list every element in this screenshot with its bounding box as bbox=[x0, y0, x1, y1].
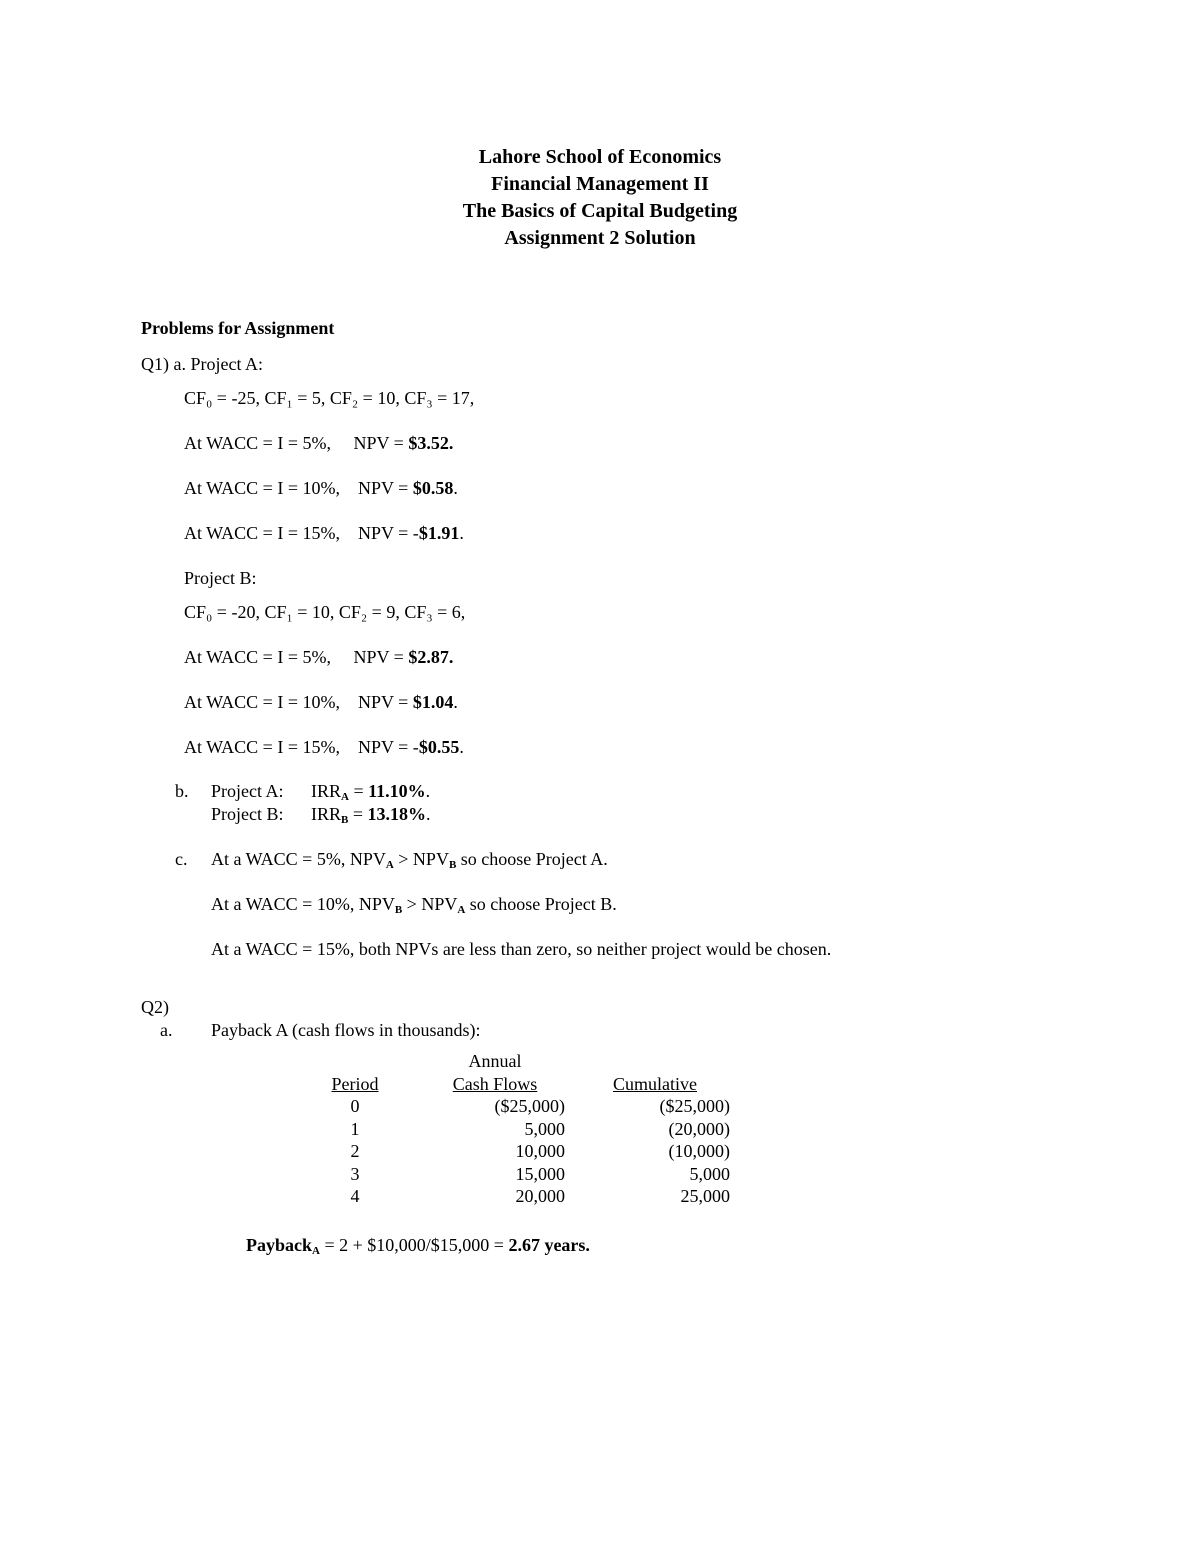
irr-b-line bbox=[311, 803, 431, 825]
npv-value: $0.58 bbox=[412, 478, 454, 498]
subscript: B bbox=[448, 859, 457, 871]
irr-eq: = bbox=[348, 781, 369, 801]
project-b-npv-10 bbox=[184, 691, 458, 713]
irr-subscript: B bbox=[341, 814, 349, 826]
cash-flow-cell: 10,000 bbox=[515, 1141, 565, 1161]
decision-text: so choose Project A. bbox=[456, 849, 608, 869]
payback-formula: = 2 + $10,000/$15,000 = bbox=[319, 1235, 509, 1255]
project-a-npv-15 bbox=[184, 522, 464, 544]
period-cell: 1 bbox=[350, 1118, 360, 1139]
npv-value: $1.91 bbox=[418, 523, 460, 543]
project-a-cash-flows: CF₀ = -25, CF₁ = 5, CF₂ = 10, CF₃ = 17, bbox=[184, 388, 475, 408]
course-name: Financial Management II bbox=[491, 173, 709, 195]
project-a-npv-10 bbox=[184, 477, 458, 499]
period-cell: 4 bbox=[350, 1186, 360, 1206]
payback-result bbox=[246, 1234, 590, 1256]
period-cell: 3 bbox=[350, 1163, 360, 1184]
cumulative-cell: (10,000) bbox=[668, 1141, 730, 1161]
irr-a-label: Project A: bbox=[211, 781, 284, 801]
irr-suffix: . bbox=[426, 804, 431, 824]
subscript: B bbox=[394, 904, 403, 916]
npv-prefix: At WACC = I = 5%, NPV = bbox=[184, 433, 409, 453]
irr-text: IRR bbox=[311, 804, 342, 824]
decision-text: At a WACC = 5%, NPV bbox=[211, 849, 386, 869]
q2-a-marker: a. bbox=[160, 1020, 173, 1040]
npv-suffix: . bbox=[459, 523, 464, 543]
table-row bbox=[300, 1118, 760, 1141]
cash-flow-cell: 5,000 bbox=[524, 1118, 565, 1139]
q2-label: Q2) bbox=[141, 997, 169, 1017]
cash-flow-cell: ($25,000) bbox=[494, 1096, 565, 1116]
irr-suffix: . bbox=[425, 781, 431, 801]
part-b-marker: b. bbox=[175, 781, 189, 801]
school-name: Lahore School of Economics bbox=[478, 146, 722, 168]
npv-prefix: At WACC = I = 15%, NPV = - bbox=[184, 523, 419, 543]
npv-suffix: . bbox=[453, 478, 458, 498]
cash-flow-cell: 15,000 bbox=[515, 1163, 565, 1184]
project-a-npv-5 bbox=[184, 432, 453, 454]
decision-wacc-5 bbox=[211, 848, 608, 870]
npv-value: $0.55 bbox=[418, 737, 460, 757]
topic-title: The Basics of Capital Budgeting bbox=[462, 200, 738, 222]
table-row bbox=[300, 1095, 760, 1118]
project-b-label: Project B: bbox=[184, 568, 257, 588]
document-header bbox=[0, 144, 1200, 252]
decision-text: so choose Project B. bbox=[465, 894, 617, 914]
irr-subscript: A bbox=[341, 791, 349, 803]
project-b-cash-flows: CF₀ = -20, CF₁ = 10, CF₂ = 9, CF₃ = 6, bbox=[184, 602, 466, 622]
cumulative-cell: 25,000 bbox=[680, 1186, 730, 1206]
npv-prefix: At WACC = I = 10%, NPV = bbox=[184, 478, 413, 498]
cumulative-cell: (20,000) bbox=[668, 1118, 730, 1139]
irr-value: 13.18% bbox=[367, 804, 427, 824]
payback-value: 2.67 years. bbox=[508, 1235, 590, 1255]
project-b-npv-15 bbox=[184, 736, 464, 758]
npv-prefix: At WACC = I = 5%, NPV = bbox=[184, 647, 409, 667]
subscript: A bbox=[385, 859, 394, 871]
irr-a-line bbox=[311, 780, 430, 802]
payback-table bbox=[300, 1050, 760, 1208]
header-cash-flows: Cash Flows bbox=[452, 1073, 538, 1094]
npv-value: $1.04 bbox=[412, 692, 454, 712]
cash-flow-cell: 20,000 bbox=[515, 1186, 565, 1206]
npv-suffix: . bbox=[453, 692, 458, 712]
irr-eq: = bbox=[348, 804, 368, 824]
assignment-title: Assignment 2 Solution bbox=[504, 227, 696, 249]
npv-value: $2.87 bbox=[408, 647, 449, 667]
q2-a-title: Payback A (cash flows in thousands): bbox=[211, 1020, 481, 1040]
payback-label: Payback bbox=[246, 1235, 313, 1255]
npv-prefix: At WACC = I = 10%, NPV = bbox=[184, 692, 413, 712]
irr-text: IRR bbox=[311, 781, 342, 801]
payback-subscript: A bbox=[312, 1245, 320, 1257]
table-row bbox=[300, 1163, 760, 1186]
irr-b-label: Project B: bbox=[211, 804, 284, 824]
period-cell: 0 bbox=[350, 1096, 360, 1116]
table-header-row bbox=[300, 1073, 760, 1096]
npv-suffix: . bbox=[448, 647, 454, 667]
npv-prefix: At WACC = I = 15%, NPV = - bbox=[184, 737, 419, 757]
part-c-marker: c. bbox=[175, 849, 188, 869]
decision-text: > NPV bbox=[402, 894, 458, 914]
irr-value: 11.10% bbox=[368, 781, 426, 801]
npv-suffix: . bbox=[459, 737, 464, 757]
cumulative-cell: ($25,000) bbox=[659, 1096, 730, 1116]
decision-wacc-15: At a WACC = 15%, both NPVs are less than zero, so neither project would be chosen. bbox=[211, 939, 832, 959]
table-row bbox=[300, 1185, 760, 1208]
decision-text: At a WACC = 10%, NPV bbox=[211, 894, 395, 914]
table-row bbox=[300, 1140, 760, 1163]
header-period: Period bbox=[331, 1073, 379, 1094]
section-title: Problems for Assignment bbox=[141, 318, 335, 338]
decision-text: > NPV bbox=[393, 849, 449, 869]
q1-intro: Q1) a. Project A: bbox=[141, 354, 263, 374]
subscript: A bbox=[457, 904, 466, 916]
npv-value: $3.52 bbox=[408, 433, 449, 453]
cumulative-cell: 5,000 bbox=[689, 1163, 730, 1184]
table-header-top-row bbox=[300, 1050, 760, 1073]
npv-suffix: . bbox=[448, 433, 454, 453]
period-cell: 2 bbox=[350, 1141, 360, 1161]
header-cumulative: Cumulative bbox=[613, 1073, 697, 1094]
header-annual: Annual bbox=[468, 1051, 522, 1071]
project-b-npv-5 bbox=[184, 646, 453, 668]
decision-wacc-10 bbox=[211, 893, 617, 915]
